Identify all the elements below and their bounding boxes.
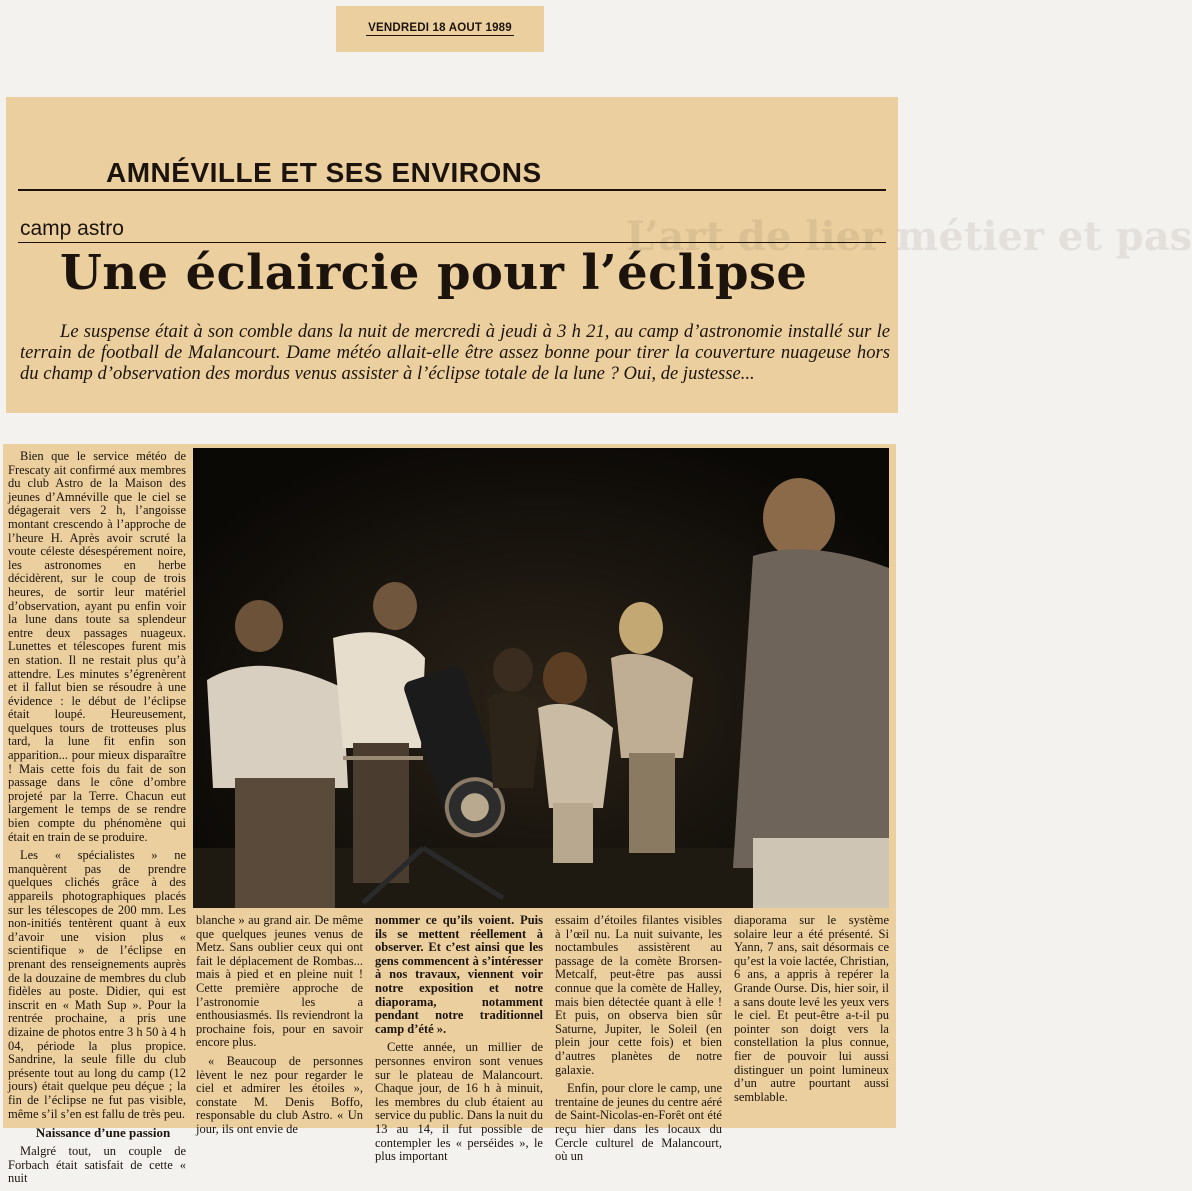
- paragraph: Cette année, un millier de personnes environ sont venues sur le plateau de Malancourt. Chaque jour, de 16 h à minuit, les membres du club étaient au service du public. Dans la nuit du 13 au 14, il fut possible de contempler les « perséides », le plus important: [375, 1040, 543, 1164]
- article-clipping: [3, 444, 896, 1186]
- date-line: VENDREDI 18 AOUT 1989: [368, 22, 512, 34]
- headline: Une éclaircie pour l’éclipse: [60, 245, 808, 301]
- bleed-through-headline: L’art de lier métier et pas: [626, 213, 1192, 260]
- article-column-3: [375, 914, 543, 1169]
- article-column-1: [8, 450, 186, 1191]
- night-observation-photo: [193, 448, 889, 908]
- paragraph: Enfin, pour clore le camp, une trentaine de jeunes du centre aéré de Saint-Nicolas-en-Forêt ont été reçu hier dans les locaux du Cercle culturel de Malancourt, où un: [555, 1081, 722, 1164]
- date-clipping: [336, 6, 544, 52]
- kicker-rule: [18, 242, 886, 243]
- article-column-2: [196, 914, 363, 1142]
- article-column-5: [734, 914, 889, 1109]
- headline-clipping: [6, 97, 1192, 413]
- paragraph: essaim d’étoiles filantes visibles à l’œil nu. La nuit suivante, les noctambules assistèrent au passage de la comète Brorsen-Metcalf, peut-être pas aussi connue que la comète de Halley, mais bien détectée quant à elle ! Et puis, on observa bien sûr Saturne, Jupiter, le Soleil (en plein jour cette fois) et bien d’autres planètes de notre galaxie.: [555, 913, 722, 1077]
- paragraph: nommer ce qu’ils voient. Puis ils se mettent réellement à observer. Et c’est ainsi que les gens commencent à s’intéresser à nos travaux, viennent voir notre exposition et notre diaporama, notamment pendant notre traditionnel camp d’été ».: [375, 913, 543, 1036]
- paragraph: « Beaucoup de personnes lèvent le nez pour regarder le ciel et admirer les étoiles », constate M. Denis Boffo, responsable du club Astro. « Un jour, ils ont envie de: [196, 1053, 363, 1136]
- paragraph: blanche » au grand air. De même que quelques jeunes venus de Metz. Sans oublier ceux qui ont fait le déplacement de Rombas... mais à pied et en pleine nuit ! Cette première approche de l’astronomie les a enthousiasmés. Ils reviendront la prochaine fois, pour en savoir encore plus.: [196, 913, 363, 1050]
- lede: Le suspense était à son comble dans la nuit de mercredi à jeudi à 3 h 21, au camp d’astronomie installé sur le terrain de football de Malancourt. Dame météo allait-elle être assez bonne pour tirer la couverture nuageuse hors du champ d’observation des mordus venus assister à l’éclipse totale de la lune ? Oui, de justesse...: [20, 321, 890, 384]
- article-column-4: [555, 914, 722, 1169]
- section-title: AMNÉVILLE ET SES ENVIRONS: [106, 157, 542, 188]
- kicker: camp astro: [20, 217, 124, 240]
- paragraph: Bien que le service météo de Frescaty ait confirmé aux membres du club Astro de la Maison des jeunes d’Amnéville que le ciel se dégagerait vers 2 h, l’angoisse montant crescendo à l’approche de l’heure H. Après avoir scruté la voute céleste désespérement noire, les astronomes en herbe décidèrent, sur le coup de trois heures, de sortir leur matériel d’observation, ayant pu enfin voir la lune dans toute sa splendeur entre deux passages nuageux. Lunettes et télescopes furent mis en station. Il ne restait plus qu’à attendre. Les minutes s’égrenèrent et il fallut bien se résoudre à une évidence : le début de l’éclipse était loupé. Heureusement, quelques tours de trotteuses plus tard, la lune fit enfin son apparition... pour mieux disparaître ! Mais cette fois du fait de son passage dans le cône d’ombre projeté par la Terre. Chacun eut largement le temps de se rendre bien compte du phénomène qui était en train de se produire.: [8, 449, 186, 844]
- paragraph: diaporama sur le système solaire leur a été présenté. Si Yann, 7 ans, sait désormais ce qu’est la voie lactée, Christian, 6 ans, a appris à repérer la Grande Ourse. Dis, hier soir, il a sans doute levé les yeux vers le ciel. Et peut-être a-t-il pu pointer son doigt vers la constellation la plus connue, fier de pouvoir lui aussi distinguer un point lumineux d’un autre pourtant aussi semblable.: [734, 913, 889, 1104]
- subheading: Naissance d’une passion: [35, 1125, 171, 1141]
- section-rule: [18, 189, 886, 191]
- paragraph: Les « spécialistes » ne manquèrent pas de prendre quelques clichés grâce à des appareils photographiques placés sur les télescopes de 200 mm. Les non-initiés tentèrent quant à eux d’avoir une vision plus « scientifique » de l’éclipse en prenant des renseignements auprès de la douzaine de membres du club fidèles au poste. Didier, qui est inscrit en « Math Sup ». Pour la rentrée prochaine, a pris une dizaine de photos entre 3 h 50 à 4 h 04, période la plus propice. Sandrine, la seule fille du club présente tout au long du camp (12 jours) était quelque peu déçue ; la fin de l’éclipse ne fut pas visible, même s’il s’en est fallu de très peu.: [8, 848, 186, 1121]
- paragraph: Malgré tout, un couple de Forbach était satisfait de cette « nuit: [8, 1144, 186, 1186]
